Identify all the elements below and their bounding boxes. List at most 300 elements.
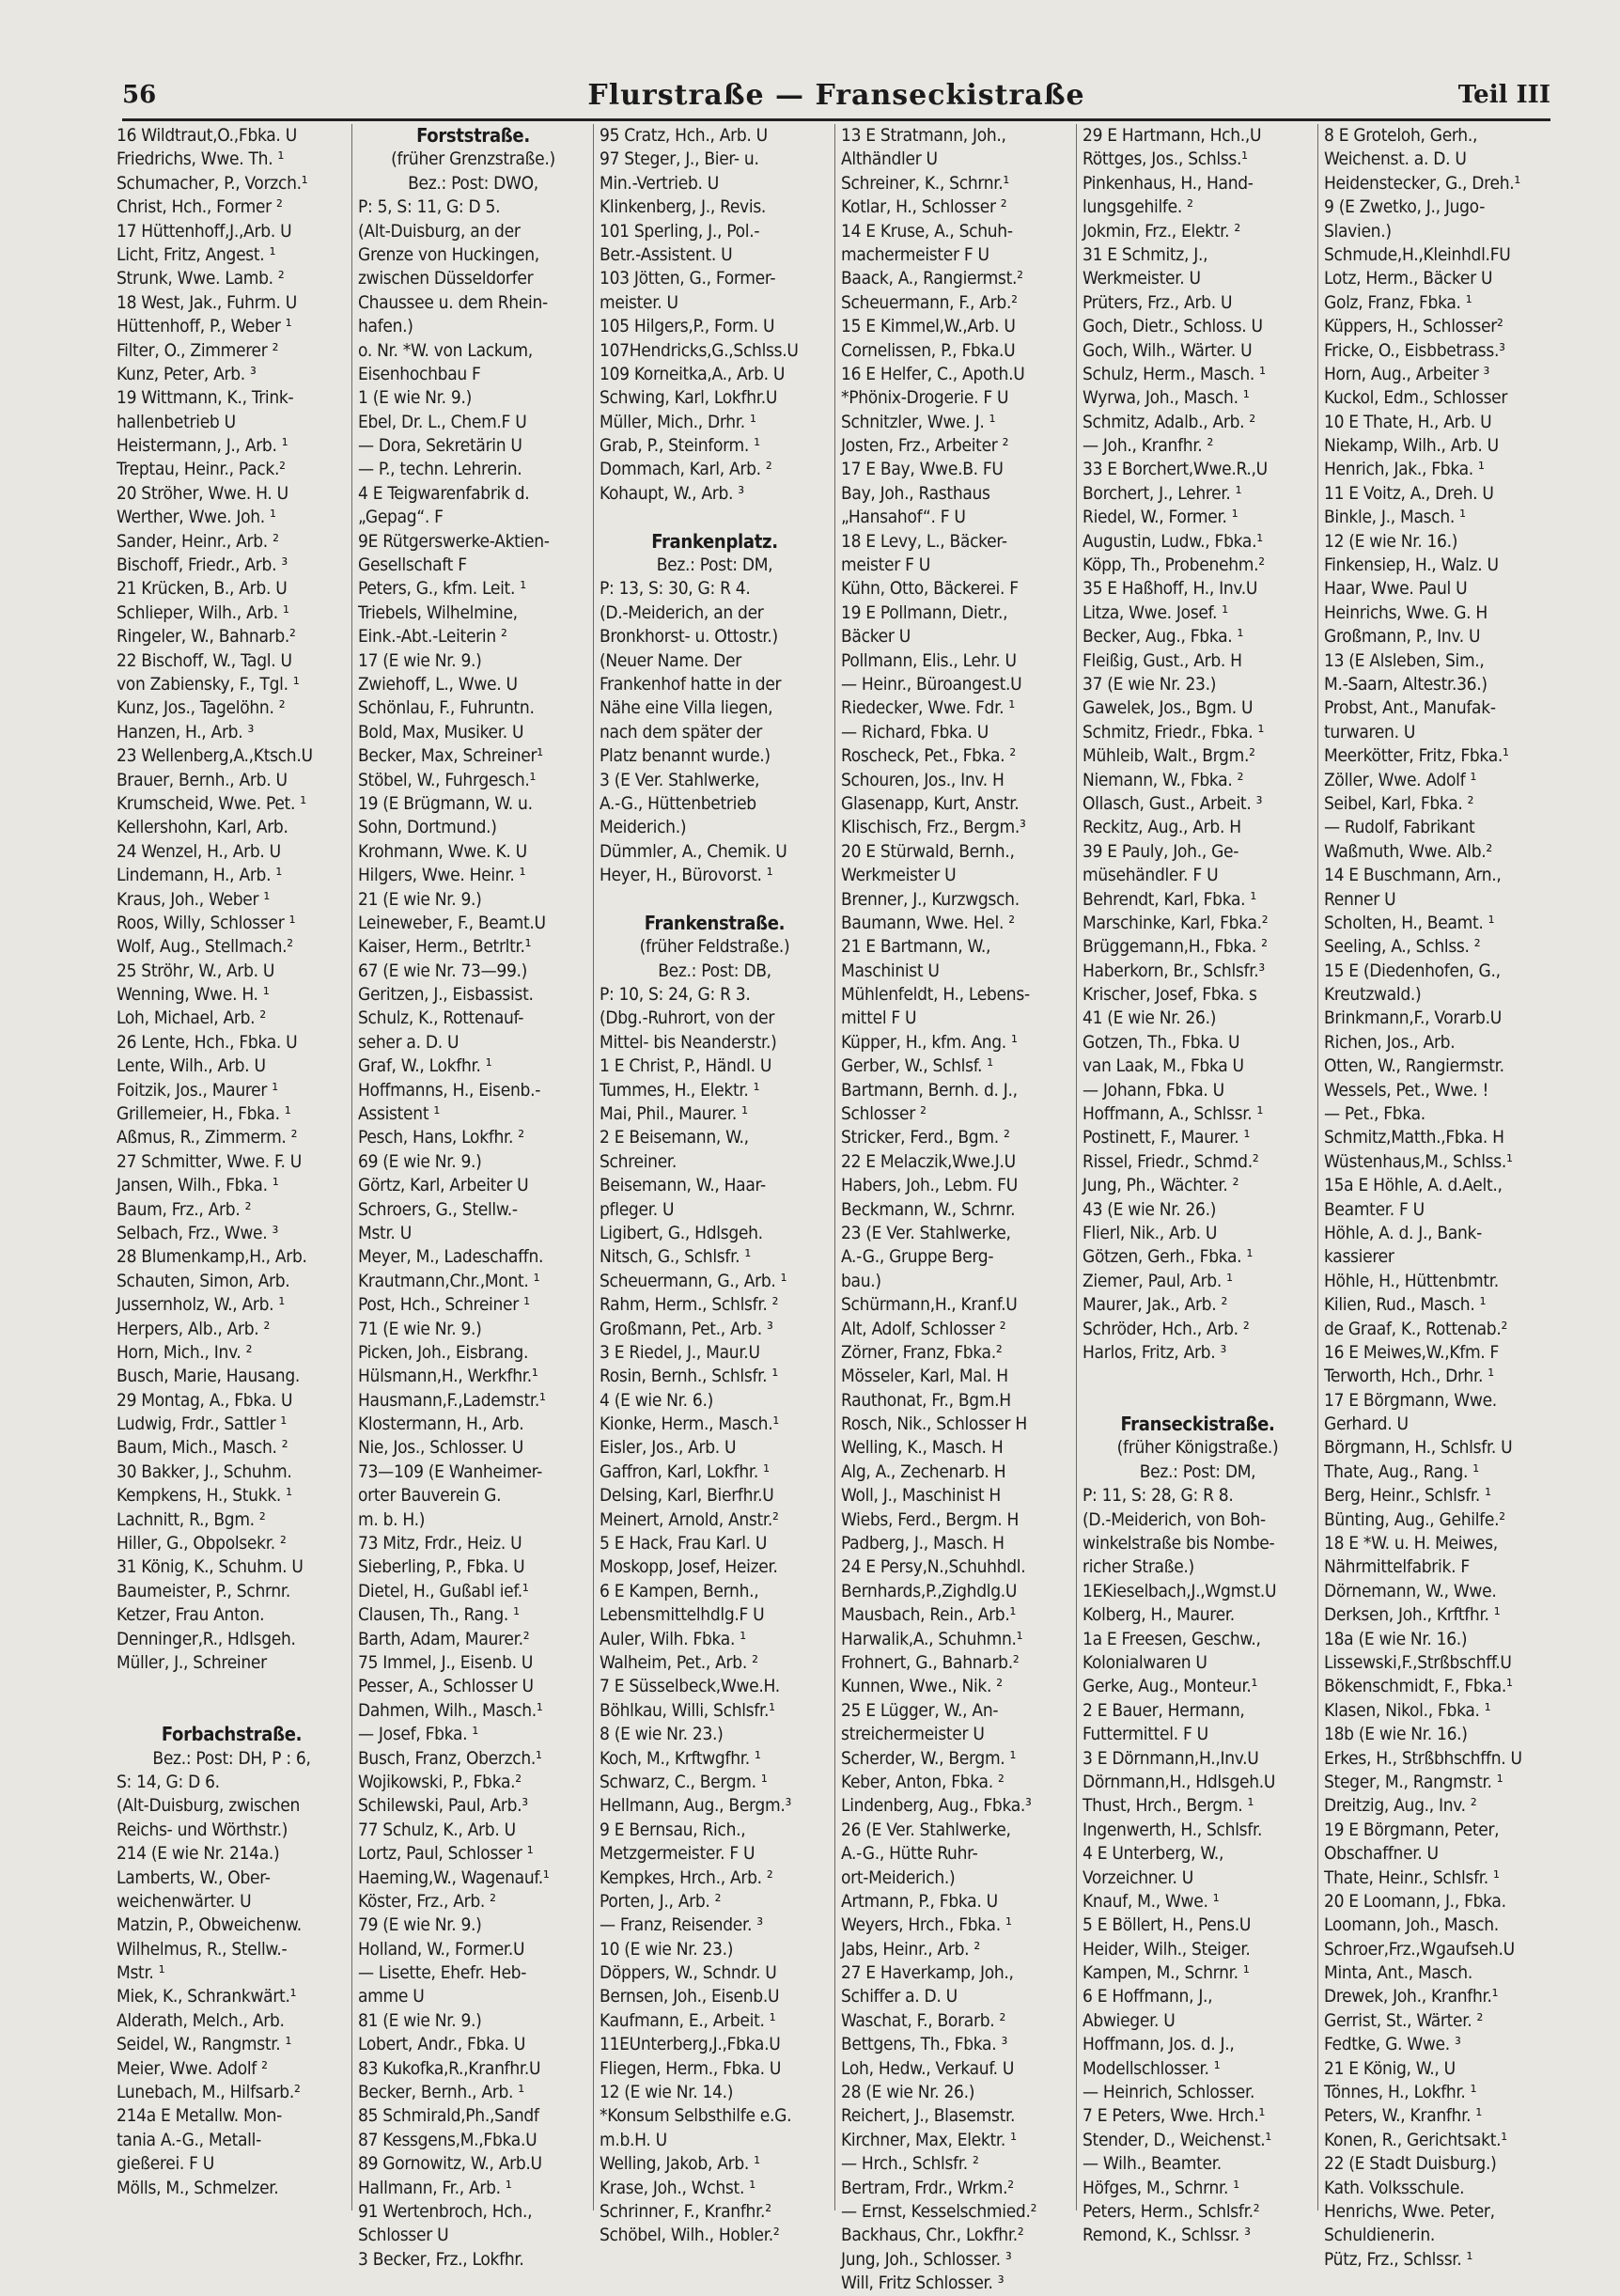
directory-line: 31 E Schmitz, J.,	[1083, 243, 1208, 265]
directory-line: 14 E Kruse, A., Schuh-	[841, 220, 1013, 242]
directory-line: Dahmen, Wilh., Masch.¹	[358, 1699, 543, 1721]
directory-line: Krautmann,Chr.,Mont. ¹	[358, 1270, 540, 1291]
directory-line: Jokmin, Frz., Elektr. ²	[1083, 220, 1240, 242]
directory-line: 11EUnterberg,J.,Fbka.U	[600, 2034, 781, 2055]
directory-line: „Gepag“. F	[358, 507, 444, 528]
directory-line: Krumscheid, Wwe. Pet. ¹	[117, 792, 306, 814]
directory-line: o. Nr. *W. von Lackum,	[358, 339, 533, 361]
directory-line: Bay, Joh., Rasthaus	[841, 482, 990, 504]
directory-line: Alderath, Melch., Arb.	[117, 2009, 285, 2031]
directory-line: 77 Schulz, K., Arb. U	[358, 1819, 516, 1840]
directory-line: 1a E Freesen, Geschw.,	[1083, 1628, 1261, 1649]
directory-line: Werkmeister U	[841, 865, 957, 886]
directory-line: Thate, Heinr., Schlsfr. ¹	[1324, 1866, 1500, 1888]
directory-line: hafen.)	[358, 316, 413, 337]
directory-line: 1 (E wie Nr. 9.)	[358, 387, 472, 409]
directory-line: Richen, Jos., Arb.	[1324, 1031, 1456, 1053]
directory-line: 5 E Böllert, H., Pens.U	[1083, 1914, 1252, 1936]
directory-line: 28 (E wie Nr. 26.)	[841, 2082, 975, 2103]
directory-line: Heyer, H., Bürovorst. ¹	[600, 865, 773, 886]
directory-line: Kionke, Herm., Masch.¹	[600, 1414, 779, 1435]
directory-line: Bettgens, Th., Fbka. ³	[841, 2034, 1007, 2055]
directory-line: A.-G., Hütte Ruhr-	[841, 1843, 978, 1865]
directory-line: 26 (E Ver. Stahlwerke,	[841, 1819, 1011, 1840]
directory-line: Kaufmann, E., Arbeit. ¹	[600, 2009, 776, 2031]
directory-line: 18a (E wie Nr. 16.)	[1324, 1628, 1468, 1649]
directory-line: Meiderich.)	[600, 817, 687, 838]
directory-line: Schuldienerin.	[1324, 2225, 1435, 2246]
directory-line: Frankenhof hatte in der	[600, 673, 782, 695]
directory-line: Haberkorn, Br., Schlsfr.³	[1083, 960, 1265, 981]
directory-line: Meinert, Arnold, Anstr.²	[600, 1508, 779, 1530]
directory-line	[117, 1675, 347, 1698]
directory-line: Mstr. U	[358, 1222, 412, 1243]
directory-line: van Laak, M., Fbka U	[1083, 1055, 1244, 1077]
directory-line: 33 E Borchert,Wwe.R.,U	[1083, 459, 1268, 480]
directory-line: Sander, Heinr., Arb. ²	[117, 530, 279, 552]
directory-line: 25 Ströhr, W., Arb. U	[117, 960, 275, 981]
directory-line: Jung, Ph., Wächter. ²	[1083, 1175, 1239, 1196]
directory-line: mittel F U	[841, 1007, 917, 1029]
directory-line: Probst, Ant., Manufak-	[1324, 697, 1496, 719]
directory-line: Grab, P., Steinform. ¹	[600, 435, 760, 457]
directory-line: Großmann, Pet., Arb. ³	[600, 1318, 773, 1339]
directory-line: Dommach, Karl, Arb. ²	[600, 459, 772, 480]
directory-line: Kohaupt, W., Arb. ³	[600, 482, 744, 504]
directory-line: Koch, M., Krftwgfhr. ¹	[600, 1747, 761, 1769]
directory-line: Görtz, Karl, Arbeiter U	[358, 1175, 529, 1196]
directory-line: — Joh., Kranfhr. ²	[1083, 435, 1214, 457]
directory-line	[117, 1699, 347, 1723]
directory-line: P: 10, S: 24, G: R 3.	[600, 984, 751, 1006]
directory-line: Lindenberg, Aug., Fbka.³	[841, 1795, 1032, 1817]
directory-line: Lindemann, H., Arb. ¹	[117, 865, 282, 886]
directory-line: 21 (E wie Nr. 9.)	[358, 888, 482, 910]
directory-line: (Dbg.-Ruhrort, von der	[600, 1007, 775, 1029]
directory-line: Schulz, K., Rottenauf-	[358, 1007, 524, 1029]
directory-line: Heistermann, J., Arb. ¹	[117, 435, 288, 457]
directory-line: Schmitz,Matth.,Fbka. H	[1324, 1127, 1504, 1148]
directory-column-6	[1318, 124, 1560, 2270]
directory-line: Reichert, J., Blasemstr.	[841, 2105, 1016, 2127]
directory-line: Licht, Fritz, Angest. ¹	[117, 243, 276, 265]
directory-line: Strunk, Wwe. Lamb. ²	[117, 268, 285, 289]
directory-line: 17 E Börgmann, Wwe.	[1324, 1389, 1497, 1411]
directory-line: *Konsum Selbsthilfe e.G.	[600, 2105, 792, 2127]
directory-line: 24 Wenzel, H., Arb. U	[117, 840, 281, 862]
directory-line: Postinett, F., Maurer. ¹	[1083, 1127, 1251, 1148]
directory-line: Brauer, Bernh., Arb. U	[117, 769, 288, 790]
directory-line: 19 E Börgmann, Peter,	[1324, 1819, 1500, 1840]
directory-line: Schouren, Jos., Inv. H	[841, 769, 1005, 790]
directory-line: Ollasch, Gust., Arbeit. ³	[1083, 792, 1263, 814]
directory-line: Baumeister, P., Schrnr.	[117, 1580, 291, 1601]
directory-line: Matzin, P., Obweichenw.	[117, 1914, 302, 1936]
directory-line: Filter, O., Zimmerer ²	[117, 339, 279, 361]
directory-line: Woll, J., Maschinist H	[841, 1485, 1001, 1507]
directory-line: — Rudolf, Fabrikant	[1324, 817, 1475, 838]
directory-line: 39 E Pauly, Joh., Ge-	[1083, 840, 1239, 862]
directory-line: Bez.: Post: DM,	[656, 554, 773, 576]
directory-line: 9E Rütgerswerke-Aktien-	[358, 530, 550, 552]
directory-line: 3 E Dörnmann,H.,Inv.U	[1083, 1747, 1259, 1769]
directory-line: m.b.H. U	[600, 2129, 667, 2150]
directory-line: streichermeister U	[841, 1724, 985, 1745]
directory-line: Hiller, G., Obpolsekr. ²	[117, 1533, 287, 1554]
directory-line: Lebensmittelhdlg.F U	[600, 1604, 765, 1626]
directory-line: Tummes, H., Elektr. ¹	[600, 1079, 760, 1101]
directory-line: Heinrichs, Wwe. G. H	[1324, 601, 1488, 623]
directory-line: A.-G., Gruppe Berg-	[841, 1246, 994, 1268]
directory-line: 5 E Hack, Frau Karl. U	[600, 1533, 768, 1554]
directory-line: Pinkenhaus, H., Hand-	[1083, 172, 1254, 194]
directory-line: 19 Wittmann, K., Trink-	[117, 387, 294, 409]
directory-line: bau.)	[841, 1270, 881, 1291]
directory-line: S: 14, G: D 6.	[117, 1771, 220, 1792]
directory-line: Roos, Willy, Schlosser ¹	[117, 912, 296, 933]
directory-line: 9 (E Zwetko, J., Jugo-	[1324, 196, 1486, 218]
directory-column-2	[352, 124, 594, 2270]
directory-line: Kilien, Rud., Masch. ¹	[1324, 1294, 1487, 1316]
directory-line: Goch, Wilh., Wärter. U	[1083, 339, 1253, 361]
directory-line: 21 E Bartmann, W.,	[841, 936, 991, 958]
street-heading: Frankenplatz.	[651, 529, 778, 553]
directory-line: Bischoff, Friedr., Arb. ³	[117, 554, 288, 576]
directory-line: Minta, Ant., Masch.	[1324, 1962, 1472, 1984]
directory-line: Brüggemann,H., Fbka. ²	[1083, 936, 1268, 958]
directory-line: pfleger. U	[600, 1198, 675, 1220]
directory-line: Modellschlosser. ¹	[1083, 2057, 1221, 2079]
directory-line: 29 E Hartmann, Hch.,U	[1083, 125, 1262, 146]
directory-line: meister F U	[841, 554, 930, 576]
directory-line: Kaiser, Herm., Betrltr.¹	[358, 936, 532, 958]
directory-line: Jabs, Heinr., Arb. ²	[841, 1938, 980, 1960]
directory-line: Steger, M., Rangmstr. ¹	[1324, 1771, 1503, 1792]
directory-line: Bäcker U	[841, 626, 911, 648]
directory-line: Busch, Franz, Oberzch.¹	[358, 1747, 542, 1769]
directory-line: weichenwärter. U	[117, 1890, 252, 1912]
directory-line: Schauten, Simon, Arb.	[117, 1270, 290, 1291]
directory-column-1	[111, 124, 352, 2210]
directory-line: Schwarz, C., Bergm. ¹	[600, 1771, 768, 1792]
directory-line: Mausbach, Rein., Arb.¹	[841, 1604, 1017, 1626]
directory-line: Leineweber, F., Beamt.U	[358, 912, 546, 933]
directory-line: Keber, Anton, Fbka. ²	[841, 1771, 1005, 1792]
directory-line: 214 (E wie Nr. 214a.)	[117, 1843, 280, 1865]
directory-line: Cornelissen, P., Fbka.U	[841, 339, 1016, 361]
page-title: Flurstraße — Franseckistraße	[587, 79, 1085, 112]
directory-line: 83 Kukofka,R.,Kranfhr.U	[358, 2057, 541, 2079]
directory-line: Hanzen, H., Arb. ³	[117, 721, 255, 742]
directory-line: lungsgehilfe. ²	[1083, 196, 1193, 218]
directory-line: Althändler U	[841, 148, 938, 170]
directory-line: Vorzeichner. U	[1083, 1866, 1193, 1888]
directory-line: Meerkötter, Fritz, Fbka.¹	[1324, 745, 1509, 767]
directory-line: — Franz, Reisender. ³	[600, 1914, 763, 1936]
directory-line: 3 Becker, Frz., Lokfhr.	[358, 2248, 524, 2270]
directory-line	[1083, 1365, 1313, 1388]
directory-line: 85 Schmirald,Ph.,Sandf	[358, 2105, 539, 2127]
directory-line: Glasenapp, Kurt, Anstr.	[841, 792, 1020, 814]
directory-line: P: 11, S: 28, G: R 8.	[1083, 1485, 1234, 1507]
directory-line: Lunebach, M., Hilfsarb.²	[117, 2082, 301, 2103]
directory-line: 67 (E wie Nr. 73—99.)	[358, 960, 528, 981]
directory-line: 9 E Bernsau, Rich.,	[600, 1819, 746, 1840]
directory-line: Bökenschmidt, F., Fbka.¹	[1324, 1676, 1513, 1697]
directory-line: (früher Königstraße.)	[1116, 1437, 1279, 1459]
directory-line: Peters, G., kfm. Leit. ¹	[358, 578, 526, 600]
directory-line: Wüstenhaus,M., Schlss.¹	[1324, 1150, 1513, 1172]
directory-line: — Heinrich, Schlosser.	[1083, 2082, 1255, 2103]
directory-line: Lortz, Paul, Schlosser ¹	[358, 1843, 534, 1865]
directory-line: Erkes, H., Strßbhschffn. U	[1324, 1747, 1522, 1769]
directory-line: Schürmann,H., Kranf.U	[841, 1294, 1018, 1316]
directory-line: Goch, Dietr., Schloss. U	[1083, 316, 1263, 337]
directory-line: Ketzer, Frau Anton.	[117, 1604, 265, 1626]
directory-line: 95 Cratz, Hch., Arb. U	[600, 125, 768, 146]
directory-line: Ludwig, Frdr., Sattler ¹	[117, 1414, 287, 1435]
directory-line: Scholten, H., Beamt. ¹	[1324, 912, 1495, 933]
directory-line: Hüttenhoff, P., Weber ¹	[117, 316, 292, 337]
directory-line: 18 E Levy, L., Bäcker-	[841, 530, 1007, 552]
directory-line: Scheuermann, G., Arb. ¹	[600, 1270, 787, 1291]
directory-line: Wyrwa, Joh., Masch. ¹	[1083, 387, 1250, 409]
directory-line: Schulz, Herm., Masch. ¹	[1083, 363, 1266, 384]
directory-line: Litza, Wwe. Josef. ¹	[1083, 601, 1228, 623]
directory-line: Schlosser U	[358, 2225, 449, 2246]
directory-line: Abwieger. U	[1083, 2009, 1176, 2031]
directory-line: Barth, Adam, Maurer.²	[358, 1628, 530, 1649]
directory-line: Behrendt, Karl, Fbka. ¹	[1083, 888, 1256, 910]
directory-line: 16 E Helfer, C., Apoth.U	[841, 363, 1025, 384]
directory-line: Golz, Franz, Fbka. ¹	[1324, 291, 1472, 313]
directory-line: Schöbel, Wilh., Hobler.²	[600, 2225, 780, 2246]
directory-line: Loh, Hedw., Verkauf. U	[841, 2057, 1015, 2079]
directory-line: Haeming,W., Wagenauf.¹	[358, 1866, 550, 1888]
directory-line: Müller, J., Schreiner	[117, 1652, 267, 1673]
directory-line: Jussernholz, W., Arb. ¹	[117, 1294, 285, 1316]
directory-line: Brinkmann,F., Vorarb.U	[1324, 1007, 1502, 1029]
directory-line: Clausen, Th., Rang. ¹	[358, 1604, 520, 1626]
directory-line: Mühlenfeldt, H., Lebens-	[841, 984, 1030, 1006]
directory-line: — Josef, Fbka. ¹	[358, 1724, 478, 1745]
directory-line: Döppers, W., Schndr. U	[600, 1962, 777, 1984]
directory-line: Lobert, Andr., Fbka. U	[358, 2034, 526, 2055]
directory-line: 107Hendricks,G.,Schlss.U	[600, 339, 799, 361]
directory-line: Schwing, Karl, Lokfhr.U	[600, 387, 778, 409]
directory-line: Gotzen, Th., Fbka. U	[1083, 1031, 1240, 1053]
directory-line: Küpper, H., kfm. Ang. ¹	[841, 1031, 1018, 1053]
directory-line: Holland, W., Former.U	[358, 1938, 525, 1960]
directory-line: Küppers, H., Schlosser²	[1324, 316, 1503, 337]
directory-line: Heidenstecker, G., Dreh.¹	[1324, 172, 1520, 194]
directory-line: Hülsmann,H., Werkfhr.¹	[358, 1366, 538, 1387]
directory-line: Scheuermann, F., Arb.²	[841, 291, 1018, 313]
directory-line: tania A.-G., Metall-	[117, 2129, 261, 2150]
directory-line: Finkensiep, H., Walz. U	[1324, 554, 1499, 576]
directory-line: 24 E Persy,N.,Schuhhdl.	[841, 1556, 1026, 1578]
directory-line: Hausmann,F.,Lademstr.¹	[358, 1389, 546, 1411]
directory-line: Schönlau, F., Fuhruntn.	[358, 697, 535, 719]
directory-line: — Richard, Fbka. U	[841, 721, 989, 742]
directory-line	[600, 506, 830, 529]
directory-line: Baumann, Wwe. Hel. ²	[841, 912, 1015, 933]
directory-line: Friedrichs, Wwe. Th. ¹	[117, 148, 285, 170]
directory-column-3	[594, 124, 835, 2246]
directory-line: 1 E Christ, P., Händl. U	[600, 1055, 772, 1077]
directory-line: (Alt-Duisburg, zwischen	[117, 1795, 301, 1817]
directory-line: 69 (E wie Nr. 9.)	[358, 1150, 482, 1172]
directory-line: 13 E Stratmann, Joh.,	[841, 125, 1006, 146]
directory-line: Reckitz, Aug., Arb. H	[1083, 817, 1241, 838]
directory-line: Drewek, Joh., Kranfhr.¹	[1324, 1986, 1499, 2007]
directory-line: Kath. Volksschule.	[1324, 2177, 1465, 2198]
directory-line: Denninger,R., Hdlsgeh.	[117, 1628, 296, 1649]
directory-line: 28 Blumenkamp,H., Arb.	[117, 1246, 307, 1268]
directory-line: Roscheck, Pet., Fbka. ²	[841, 745, 1016, 767]
directory-line: 105 Hilgers,P., Form. U	[600, 316, 775, 337]
directory-line: Henrichs, Wwe. Peter,	[1324, 2200, 1495, 2222]
directory-line: Götzen, Gerh., Fbka. ¹	[1083, 1246, 1253, 1268]
directory-line: 1EKieselbach,J.,Wgmst.U	[1083, 1580, 1277, 1601]
directory-line: Alt, Adolf, Schlosser ²	[841, 1318, 1006, 1339]
directory-line: Niemann, W., Fbka. ²	[1083, 769, 1244, 790]
directory-line: Lamberts, W., Ober-	[117, 1866, 271, 1888]
directory-line: hallenbetrieb U	[117, 411, 236, 432]
directory-line: Höhle, H., Hüttenbmtr.	[1324, 1270, 1499, 1291]
directory-line: 11 E Voitz, A., Dreh. U	[1324, 482, 1494, 504]
directory-line: Böhlkau, Willi, Schlsfr.¹	[600, 1699, 775, 1721]
directory-line: Waschat, F., Borarb. ²	[841, 2009, 1006, 2031]
directory-line: Artmann, P., Fbka. U	[841, 1890, 998, 1912]
directory-line: Hoffmann, Jos. d. J.,	[1083, 2034, 1235, 2055]
directory-line: Padberg, J., Masch. H	[841, 1533, 1005, 1554]
directory-line: Loh, Michael, Arb. ²	[117, 1007, 266, 1029]
directory-line: Jansen, Wilh., Fbka. ¹	[117, 1175, 279, 1196]
directory-line: Baack, A., Rangiermst.²	[841, 268, 1023, 289]
directory-line: Nährmittelfabrik. F	[1324, 1556, 1470, 1578]
directory-line: 89 Gornowitz, W., Arb.U	[358, 2153, 542, 2175]
directory-line: Prüters, Frz., Arb. U	[1083, 291, 1233, 313]
directory-line: 22 Bischoff, W., Tagl. U	[117, 649, 292, 671]
directory-line: Bünting, Aug., Gehilfe.²	[1324, 1508, 1505, 1530]
directory-line: Mühleib, Walt., Brgm.²	[1083, 745, 1255, 767]
directory-line: 4 E Unterberg, W.,	[1083, 1843, 1224, 1865]
directory-line: 13 (E Alsleben, Sim.,	[1324, 649, 1485, 671]
directory-line: amme U	[358, 1986, 425, 2007]
directory-line: 26 Lente, Hch., Fbka. U	[117, 1031, 298, 1053]
directory-line: Hoffmanns, H., Eisenb.-	[358, 1079, 541, 1101]
directory-line: 75 Immel, J., Eisenb. U	[358, 1652, 534, 1673]
directory-line: Treptau, Heinr., Pack.²	[117, 459, 286, 480]
directory-line: Schnitzler, Wwe. J. ¹	[841, 411, 996, 432]
directory-line: Eisler, Jos., Arb. U	[600, 1437, 737, 1459]
directory-line: machermeister F U	[841, 243, 989, 265]
directory-line: A.-G., Hüttenbetrieb	[600, 792, 756, 814]
directory-line: 41 (E wie Nr. 26.)	[1083, 1007, 1217, 1029]
directory-line: Stricker, Ferd., Bgm. ²	[841, 1127, 1010, 1148]
directory-line: Hilgers, Wwe. Heinr. ¹	[358, 865, 526, 886]
directory-line: seher a. D. U	[358, 1031, 460, 1053]
street-heading: Franseckistraße.	[1120, 1413, 1275, 1436]
street-heading: Frankenstraße.	[644, 911, 786, 934]
directory-line: 6 E Hoffmann, J.,	[1083, 1986, 1213, 2007]
directory-line: Mittel- bis Neanderstr.)	[600, 1031, 777, 1053]
directory-line: Berg, Heinr., Schlsfr. ¹	[1324, 1485, 1491, 1507]
directory-line: Klischisch, Frz., Bergm.³	[841, 817, 1026, 838]
directory-line: — Lisette, Ehefr. Heb-	[358, 1962, 527, 1984]
directory-line: m. b. H.)	[358, 1508, 426, 1530]
directory-line: Gerhard. U	[1324, 1414, 1409, 1435]
directory-line: Köpp, Th., Probenehm.²	[1083, 554, 1265, 576]
directory-line: 37 (E wie Nr. 23.)	[1083, 673, 1217, 695]
directory-line: Scherder, W., Bergm. ¹	[841, 1747, 1017, 1769]
directory-line: 17 Hüttenhoff,J.,Arb. U	[117, 220, 292, 242]
directory-line: von Zabiensky, F., Tgl. ¹	[117, 673, 300, 695]
directory-line: Weyers, Hrch., Fbka. ¹	[841, 1914, 1012, 1936]
directory-line: Kraus, Joh., Weber ¹	[117, 888, 270, 910]
directory-line: Mstr. ¹	[117, 1962, 165, 1984]
directory-line: Lissewski,F.,Strßbschff.U	[1324, 1652, 1512, 1673]
directory-line: Geritzen, J., Eisbassist.	[358, 984, 534, 1006]
directory-line: Schroer,Frz.,Wgaufseh.U	[1324, 1938, 1515, 1960]
directory-line: Habers, Joh., Lebm. FU	[841, 1175, 1018, 1196]
directory-line: Rosin, Bernh., Schlsfr. ¹	[600, 1366, 778, 1387]
directory-line: Meier, Wwe. Adolf ²	[117, 2057, 268, 2079]
directory-line: 8 (E wie Nr. 23.)	[600, 1724, 724, 1745]
directory-line: Thust, Hrch., Bergm. ¹	[1083, 1795, 1254, 1817]
directory-line: Platz benannt wurde.)	[600, 745, 771, 767]
directory-line: Werther, Wwe. Joh. ¹	[117, 507, 276, 528]
directory-line: Schiffer a. D. U	[841, 1986, 958, 2007]
directory-line: Chaussee u. dem Rhein-	[358, 291, 548, 313]
directory-line: 18 E *W. u. H. Meiwes,	[1324, 1533, 1498, 1554]
directory-line: Gerber, W., Schlsf. ¹	[841, 1055, 993, 1077]
directory-line: Gerrist, St., Wärter. ²	[1324, 2009, 1484, 2031]
directory-line: Kuckol, Edm., Schlosser	[1324, 387, 1508, 409]
directory-line: 71 (E wie Nr. 9.)	[358, 1318, 482, 1339]
directory-line: Pollmann, Elis., Lehr. U	[841, 649, 1017, 671]
directory-line: Frohnert, G., Bahnarb.²	[841, 1652, 1020, 1673]
directory-line: Hoffmann, A., Schlssr. ¹	[1083, 1103, 1264, 1125]
directory-line: 15a E Höhle, A. d.Aelt.,	[1324, 1175, 1503, 1196]
directory-line: Bertram, Frdr., Wrkm.²	[841, 2177, 1014, 2198]
directory-line: Binkle, J., Masch. ¹	[1324, 507, 1466, 528]
directory-line: Terworth, Hch., Drhr. ¹	[1324, 1366, 1494, 1387]
directory-line: Heider, Wilh., Steiger.	[1083, 1938, 1251, 1960]
directory-line: Becker, Bernh., Arb. ¹	[358, 2082, 524, 2103]
directory-line: Röttges, Jos., Schlss.¹	[1083, 148, 1248, 170]
directory-line: Werkmeister. U	[1083, 268, 1201, 289]
directory-columns	[111, 124, 1560, 2294]
directory-line: Harlos, Fritz, Arb. ³	[1083, 1341, 1227, 1363]
directory-line: Auler, Wilh. Fbka. ¹	[600, 1628, 746, 1649]
directory-line: Seidel, W., Rangmstr. ¹	[117, 2034, 292, 2055]
directory-line: Pesser, A., Schlosser U	[358, 1676, 534, 1697]
page-header	[122, 73, 1550, 121]
directory-line: 15 E Kimmel,W.,Arb. U	[841, 316, 1016, 337]
directory-line: 20 E Loomann, J., Fbka.	[1324, 1890, 1506, 1912]
directory-line: Walheim, Pet., Arb. ²	[600, 1652, 758, 1673]
directory-line: Haar, Wwe. Paul U	[1324, 578, 1468, 600]
directory-line: M.-Saarn, Altestr.36.)	[1324, 673, 1488, 695]
directory-line: Großmann, P., Inv. U	[1324, 626, 1481, 648]
directory-line: Wilhelmus, R., Stellw.-	[117, 1938, 288, 1960]
directory-line: Schroers, G., Stellw.-	[358, 1198, 518, 1220]
directory-line: Moskopp, Josef, Heizer.	[600, 1556, 778, 1578]
directory-line: — Pet., Fbka.	[1324, 1103, 1425, 1125]
directory-line: Wenning, Wwe. H. ¹	[117, 984, 270, 1006]
